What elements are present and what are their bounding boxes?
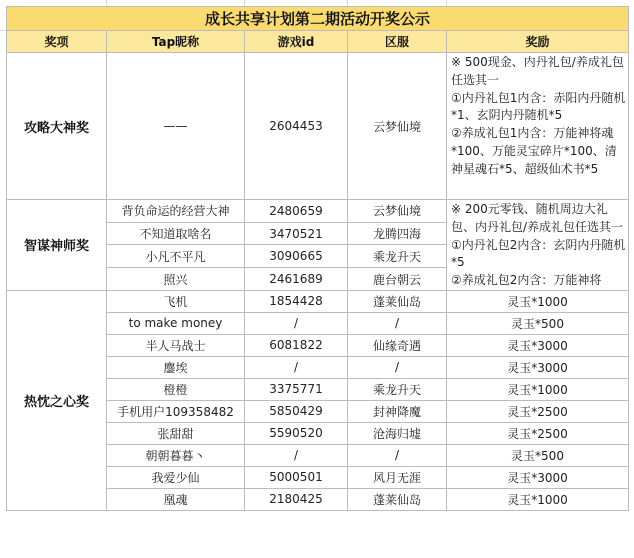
nickname-cell: 凰魂 [107,488,245,510]
server-cell: 蓬莱仙岛 [348,488,447,510]
nickname-cell: 飞机 [107,290,245,312]
award-category: 热忱之心奖 [7,290,107,510]
server-cell: 乘龙升天 [348,245,447,268]
header-reward: 奖励 [447,31,629,53]
server-cell: 仙缘奇遇 [348,334,447,356]
header-row [7,31,629,53]
game-id-cell: / [245,312,348,334]
server-cell: 乘龙升天 [348,378,447,400]
game-id-cell: 2604453 [245,53,348,200]
reward-line: ※ 500现金、内丹礼包/养成礼包任选其一 [451,55,624,87]
game-id-cell: 2480659 [245,200,348,223]
server-cell: 风月无涯 [348,466,447,488]
reward-line: ②养成礼包1内含：万能神将魂*100、万能灵宝碎片*100、清神星魂石*5、超级仙术书*5 [451,126,617,176]
server-cell: / [348,312,447,334]
server-cell: / [348,356,447,378]
game-id-cell: / [245,356,348,378]
award-category: 智谋神师奖 [7,200,107,291]
game-id-cell: 5590520 [245,422,348,444]
nickname-cell: 照兴 [107,268,245,291]
table-row [7,200,629,223]
table-row [7,290,629,312]
reward-line: ②养成礼包2内含：万能神将 [451,273,602,288]
server-cell: / [348,444,447,466]
server-cell: 封神降魔 [348,400,447,422]
reward-cell: 灵玉*3000 [447,356,629,378]
nickname-cell: 手机用户109358482 [107,400,245,422]
game-id-cell: 5000501 [245,466,348,488]
server-cell: 云梦仙境 [348,200,447,223]
game-id-cell: 6081822 [245,334,348,356]
nickname-cell: 鏖埃 [107,356,245,378]
table-row [7,53,629,200]
reward-cell: 灵玉*1000 [447,290,629,312]
game-id-cell: / [245,444,348,466]
reward-line: ①内丹礼包2内含：玄阴内丹随机*5 [451,237,626,270]
nickname-cell: 朝朝暮暮丶 [107,444,245,466]
nickname-cell: 不知道取啥名 [107,222,245,245]
header-server: 区服 [348,31,447,53]
nickname-cell: 背负命运的经营大神 [107,200,245,223]
game-id-cell: 3470521 [245,222,348,245]
table-body [7,7,629,511]
reward-cell: 灵玉*500 [447,444,629,466]
header-award: 奖项 [7,31,107,53]
game-id-cell: 2180425 [245,488,348,510]
game-id-cell: 3375771 [245,378,348,400]
nickname-cell: 小凡不平凡 [107,245,245,268]
server-cell: 蓬莱仙岛 [348,290,447,312]
reward-cell: 灵玉*3000 [447,466,629,488]
nickname-cell: —— [107,53,245,200]
server-cell: 鹿台朝云 [348,268,447,291]
reward-line: ※ 200元零钱、随机周边大礼包、内丹礼包/养成礼包任选其一 [451,202,624,234]
nickname-cell: 半人马战士 [107,334,245,356]
reward-cell: 灵玉*2500 [447,422,629,444]
game-id-cell: 1854428 [245,290,348,312]
server-cell: 沧海归墟 [348,422,447,444]
nickname-cell: 张甜甜 [107,422,245,444]
header-game-id: 游戏id [245,31,348,53]
nickname-cell: 橙橙 [107,378,245,400]
reward-line: ①内丹礼包1内含：赤阳内丹随机*1、玄阴内丹随机*5 [451,90,626,123]
reward-cell: 灵玉*2500 [447,400,629,422]
server-cell: 龙腾四海 [348,222,447,245]
award-category: 攻略大神奖 [7,53,107,200]
nickname-cell: to make money [107,312,245,334]
reward-cell: 灵玉*1000 [447,378,629,400]
reward-description [447,53,629,200]
game-id-cell: 5850429 [245,400,348,422]
game-id-cell: 3090665 [245,245,348,268]
game-id-cell: 2461689 [245,268,348,291]
reward-description [447,200,629,291]
reward-cell: 灵玉*3000 [447,334,629,356]
reward-cell: 灵玉*500 [447,312,629,334]
page-title: 成长共享计划第二期活动开奖公示 [7,7,629,31]
nickname-cell: 我爱少仙 [107,466,245,488]
header-nickname: Tap昵称 [107,31,245,53]
award-table [6,6,629,511]
reward-cell: 灵玉*1000 [447,488,629,510]
server-cell: 云梦仙境 [348,53,447,200]
